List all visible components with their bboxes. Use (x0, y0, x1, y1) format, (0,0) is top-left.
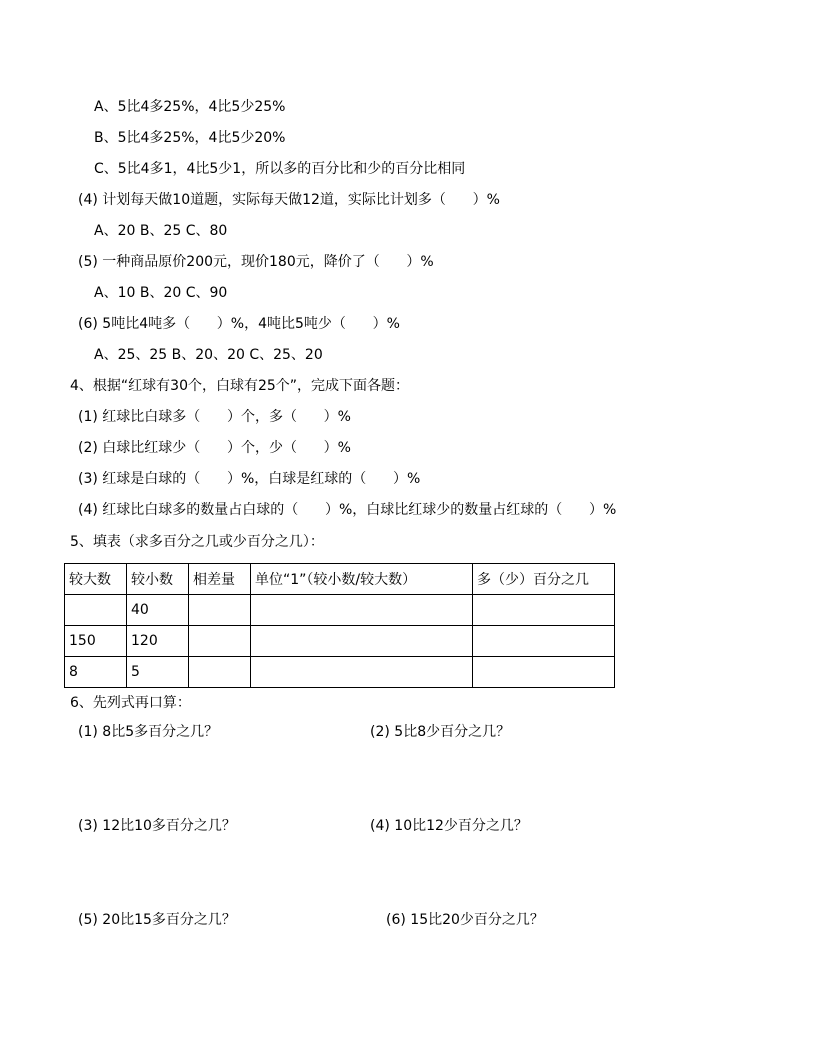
q6-3: (3) 12比10多百分之几？ (78, 818, 236, 834)
q4-4: (4) 红球比白球多的数量占白球的（ ）%，白球比红球少的数量占红球的（ ）% (78, 502, 617, 518)
q4-1: (1) 红球比白球多（ ）个，多（ ）% (78, 409, 351, 425)
q3-5-options: A、10 B、20 C、90 (94, 285, 228, 301)
q3-option-a: A、5比4多25%，4比5少25% (94, 99, 286, 115)
q6-1: (1) 8比5多百分之几？ (78, 724, 219, 740)
q3-option-c: C、5比4多1，4比5少1，所以多的百分比和少的百分比相同 (94, 161, 466, 177)
q3-6-options: A、25、25 B、20、20 C、25、20 (94, 347, 323, 363)
table-cell[interactable]: 150 (65, 626, 127, 657)
table-row (65, 626, 615, 657)
q4-heading: 4、根据“红球有30个，白球有25个”，完成下面各题： (70, 378, 410, 394)
table-cell[interactable] (473, 657, 615, 688)
q3-4-question: (4) 计划每天做10道题，实际每天做12道，实际比计划多（ ）% (78, 192, 500, 208)
q4-2: (2) 白球比红球少（ ）个，少（ ）% (78, 440, 351, 456)
q4-3: (3) 红球是白球的（ ）%，白球是红球的（ ）% (78, 471, 421, 487)
fill-table-wrapper (64, 563, 615, 688)
header-difference: 相差量 (189, 564, 251, 595)
table-cell[interactable] (251, 657, 473, 688)
table-cell[interactable]: 5 (127, 657, 189, 688)
table-header-row (65, 564, 615, 595)
q5-heading: 5、填表（求多百分之几或少百分之几）： (70, 534, 324, 550)
table-cell[interactable] (65, 595, 127, 626)
q3-4-options: A、20 B、25 C、80 (94, 223, 228, 239)
table-cell[interactable] (251, 595, 473, 626)
header-smaller: 较小数 (127, 564, 189, 595)
q6-2: (2) 5比8少百分之几？ (370, 724, 511, 740)
table-cell[interactable] (189, 657, 251, 688)
q3-5-question: (5) 一种商品原价200元，现价180元，降价了（ ）% (78, 254, 434, 270)
q3-option-b: B、5比4多25%，4比5少20% (94, 130, 286, 146)
table-row (65, 657, 615, 688)
q6-heading: 6、先列式再口算： (70, 695, 191, 711)
table-cell[interactable]: 40 (127, 595, 189, 626)
header-unit: 单位“1”（较小数/较大数） (251, 564, 473, 595)
q6-5: (5) 20比15多百分之几？ (78, 912, 236, 928)
fill-table (64, 563, 615, 688)
table-row (65, 595, 615, 626)
table-cell[interactable] (251, 626, 473, 657)
table-cell[interactable] (473, 595, 615, 626)
table-cell[interactable]: 8 (65, 657, 127, 688)
table-cell[interactable] (189, 595, 251, 626)
table-cell[interactable]: 120 (127, 626, 189, 657)
q3-6-question: (6) 5吨比4吨多（ ）%，4吨比5吨少（ ）% (78, 316, 400, 332)
header-percent: 多（少）百分之几 (473, 564, 615, 595)
header-larger: 较大数 (65, 564, 127, 595)
table-cell[interactable] (473, 626, 615, 657)
table-cell[interactable] (189, 626, 251, 657)
q6-4: (4) 10比12少百分之几？ (370, 818, 528, 834)
q6-6: (6) 15比20少百分之几？ (386, 912, 544, 928)
